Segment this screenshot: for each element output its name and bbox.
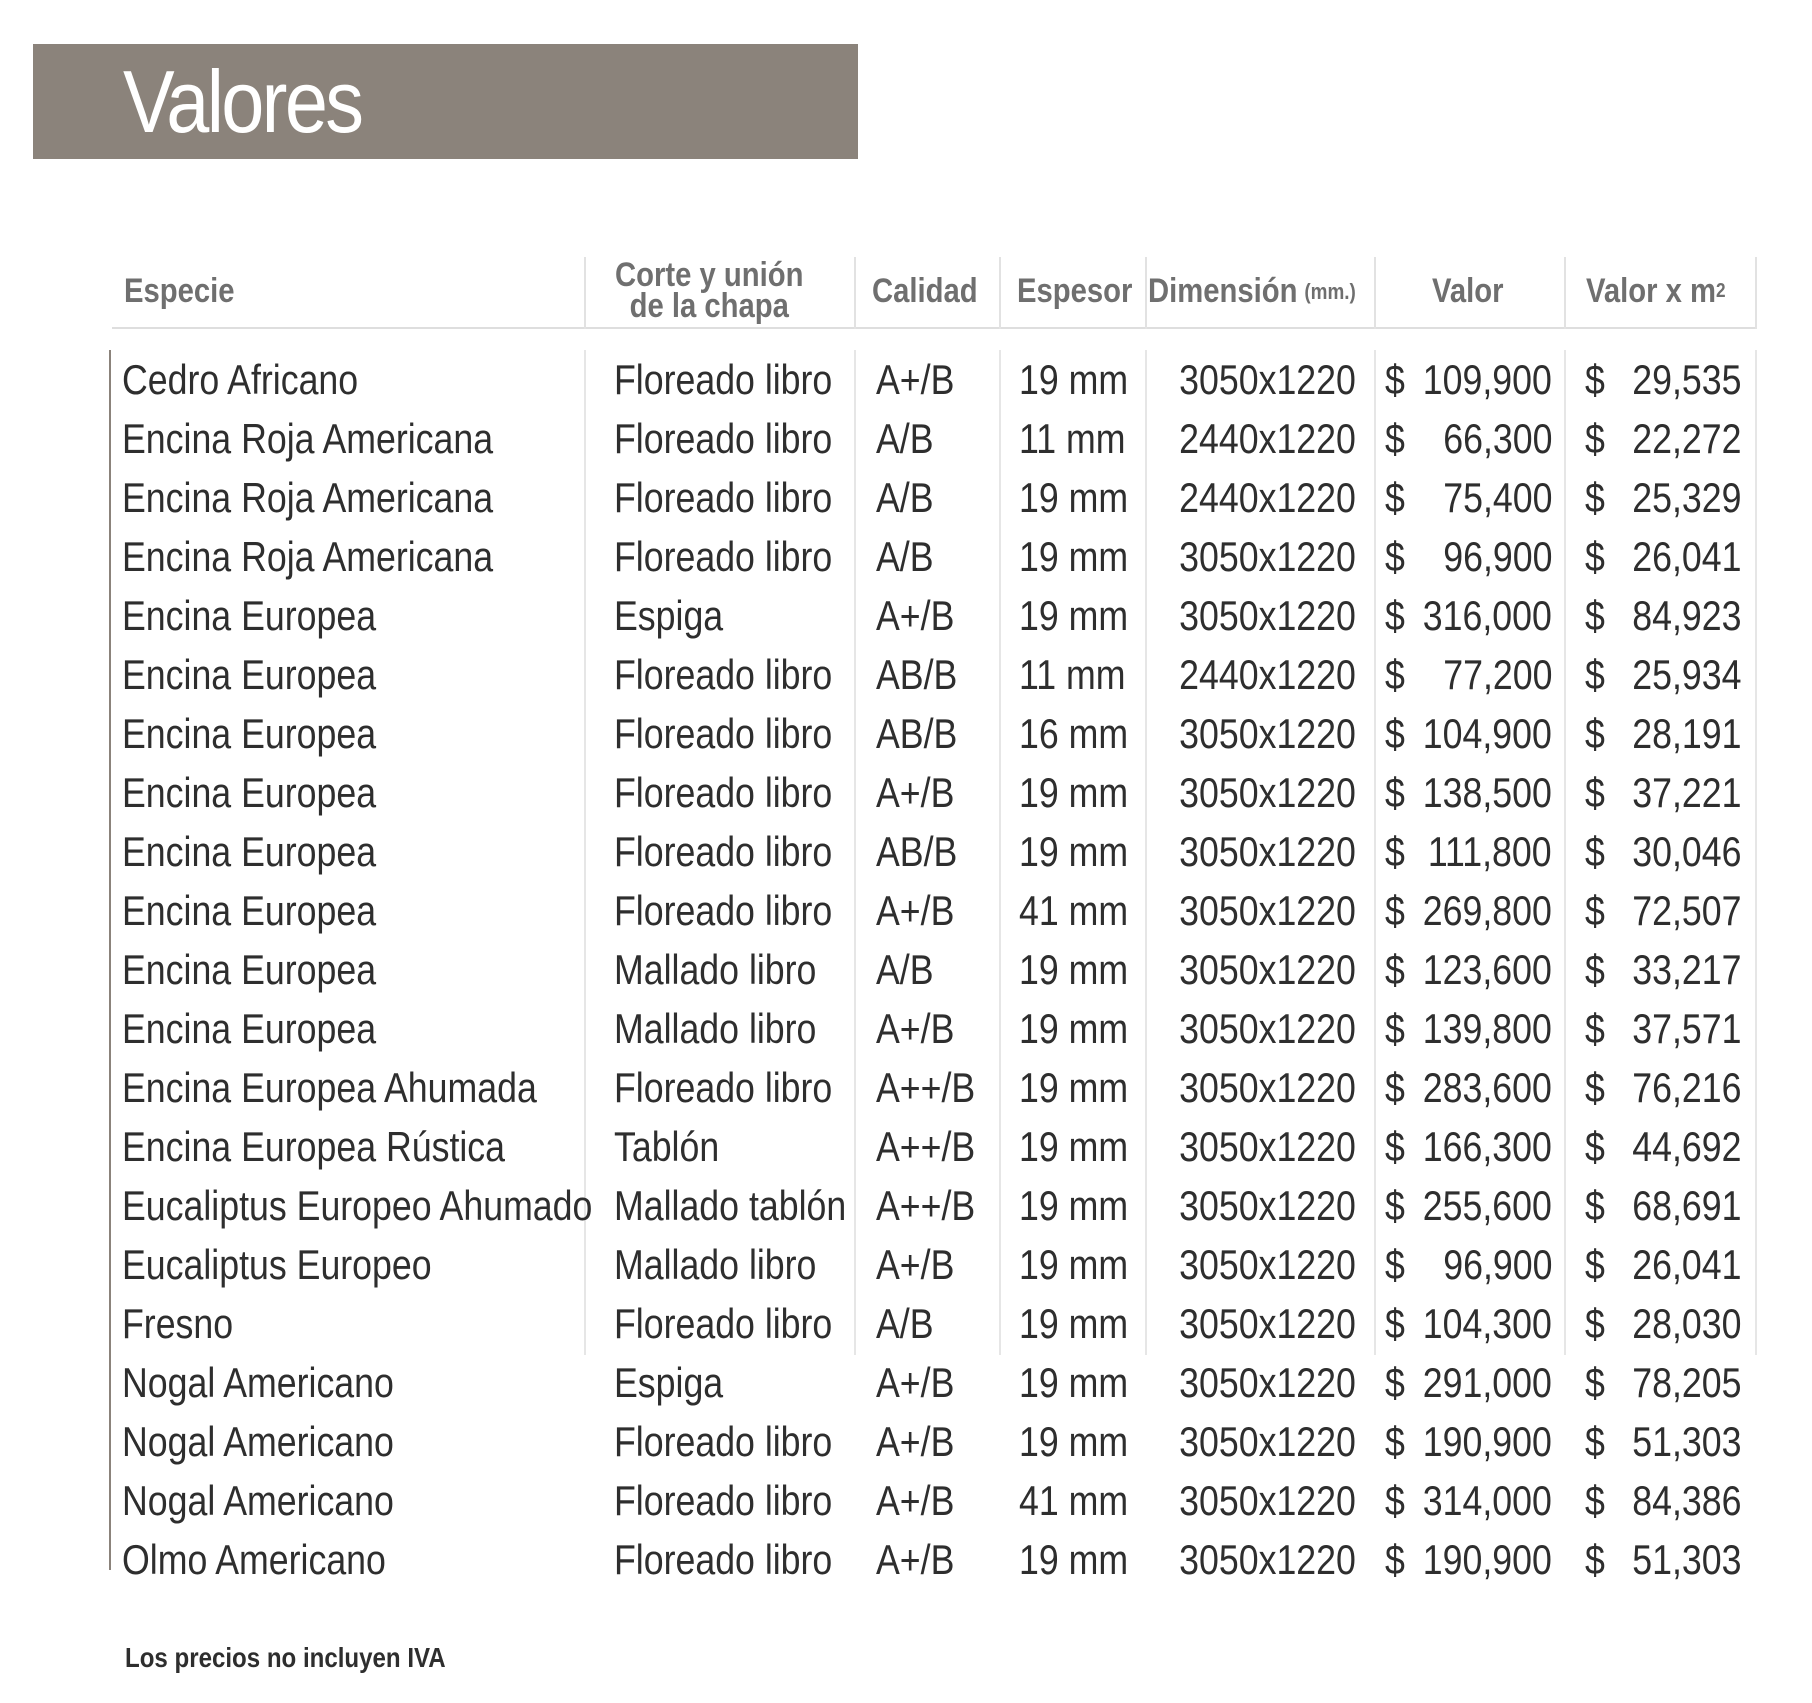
cell-espesor: 19 mm: [1019, 356, 1129, 403]
cell-espesor: 19 mm: [1019, 1418, 1129, 1465]
cell-valor: 138,500: [1422, 769, 1552, 816]
cell-especie: Encina Roja Americana: [122, 474, 494, 521]
cell-valor: 104,300: [1422, 1300, 1552, 1347]
cell-calidad: A+/B: [876, 1241, 955, 1288]
cell-dimension: 3050x1220: [1179, 1477, 1356, 1524]
cell-valor-currency: $: [1385, 1477, 1405, 1524]
header-separator: [854, 257, 856, 329]
header-separator: [1374, 257, 1376, 329]
header-dimension-unit: (mm.): [1304, 278, 1356, 304]
cell-dimension: 3050x1220: [1179, 887, 1356, 934]
cell-valor: 77,200: [1442, 651, 1552, 698]
cell-valor-currency: $: [1385, 887, 1405, 934]
cell-corte: Tablón: [614, 1123, 720, 1170]
table-row: [112, 1058, 1757, 1117]
cell-valor: 316,000: [1422, 592, 1552, 639]
header-calidad: Calidad: [872, 271, 978, 310]
cell-calidad: A+/B: [876, 1418, 955, 1465]
cell-dimension: 3050x1220: [1179, 710, 1356, 757]
cell-dimension: 3050x1220: [1179, 1300, 1356, 1347]
cell-valor-currency: $: [1385, 946, 1405, 993]
cell-m2: 51,303: [1631, 1418, 1741, 1465]
cell-calidad: A++/B: [876, 1123, 976, 1170]
cell-espesor: 19 mm: [1019, 1123, 1129, 1170]
cell-m2-currency: $: [1585, 1241, 1605, 1288]
cell-dimension: 3050x1220: [1179, 828, 1356, 875]
cell-espesor: 19 mm: [1019, 1536, 1129, 1583]
cell-valor-currency: $: [1385, 651, 1405, 698]
cell-calidad: A++/B: [876, 1064, 976, 1111]
cell-valor-currency: $: [1385, 710, 1405, 757]
cell-espesor: 16 mm: [1019, 710, 1129, 757]
cell-especie: Encina Europea: [122, 946, 377, 993]
left-rule: [109, 350, 111, 1570]
header-valor-m2: Valor x m 2: [1586, 271, 1726, 310]
cell-espesor: 41 mm: [1019, 887, 1129, 934]
cell-valor: 314,000: [1422, 1477, 1552, 1524]
cell-m2: 78,205: [1631, 1359, 1741, 1406]
cell-corte: Floreado libro: [614, 769, 833, 816]
cell-m2-currency: $: [1585, 533, 1605, 580]
cell-espesor: 11 mm: [1019, 651, 1126, 698]
cell-corte: Floreado libro: [614, 415, 833, 462]
cell-calidad: A/B: [876, 1300, 934, 1347]
cell-espesor: 19 mm: [1019, 533, 1129, 580]
cell-especie: Eucaliptus Europeo: [122, 1241, 432, 1288]
header-corte: [615, 255, 803, 327]
cell-valor: 123,600: [1422, 946, 1552, 993]
cell-m2: 26,041: [1631, 1241, 1741, 1288]
cell-valor-currency: $: [1385, 474, 1405, 521]
header-dimension: [1148, 255, 1356, 327]
table-row: [112, 1412, 1757, 1471]
cell-corte: Floreado libro: [614, 887, 833, 934]
cell-m2: 28,030: [1631, 1300, 1741, 1347]
cell-m2-currency: $: [1585, 1005, 1605, 1052]
cell-dimension: 3050x1220: [1179, 592, 1356, 639]
cell-especie: Eucaliptus Europeo Ahumado: [122, 1182, 593, 1229]
table-row: [112, 940, 1757, 999]
cell-m2: 76,216: [1631, 1064, 1741, 1111]
cell-corte: Mallado tablón: [614, 1182, 847, 1229]
header-corte-line2: de la chapa: [629, 287, 789, 325]
cell-valor: 291,000: [1422, 1359, 1552, 1406]
cell-m2: 22,272: [1631, 415, 1741, 462]
cell-m2-currency: $: [1585, 1536, 1605, 1583]
table-body: [112, 350, 1757, 1589]
cell-calidad: A++/B: [876, 1182, 976, 1229]
cell-calidad: A/B: [876, 533, 934, 580]
cell-calidad: AB/B: [876, 828, 958, 875]
cell-calidad: A/B: [876, 474, 934, 521]
cell-dimension: 3050x1220: [1179, 356, 1356, 403]
cell-calidad: A+/B: [876, 1005, 955, 1052]
cell-valor-currency: $: [1385, 1064, 1405, 1111]
cell-corte: Espiga: [614, 592, 724, 639]
table-row: [112, 1294, 1757, 1353]
header-separator: [584, 257, 586, 329]
cell-dimension: 3050x1220: [1179, 1182, 1356, 1229]
cell-m2-currency: $: [1585, 887, 1605, 934]
table-row: [112, 468, 1757, 527]
cell-valor: 75,400: [1442, 474, 1552, 521]
table-row: [112, 704, 1757, 763]
cell-dimension: 3050x1220: [1179, 946, 1356, 993]
cell-m2-currency: $: [1585, 710, 1605, 757]
cell-dimension: 3050x1220: [1179, 1241, 1356, 1288]
cell-dimension: 2440x1220: [1179, 651, 1356, 698]
cell-espesor: 19 mm: [1019, 1182, 1129, 1229]
cell-valor-currency: $: [1385, 1359, 1405, 1406]
cell-espesor: 19 mm: [1019, 474, 1129, 521]
cell-valor: 255,600: [1422, 1182, 1552, 1229]
table-row: [112, 881, 1757, 940]
cell-valor-currency: $: [1385, 1182, 1405, 1229]
header-espesor: Espesor: [1017, 271, 1133, 310]
cell-m2: 68,691: [1631, 1182, 1741, 1229]
table-row: [112, 1176, 1757, 1235]
cell-m2: 37,221: [1631, 769, 1741, 816]
cell-calidad: A/B: [876, 415, 934, 462]
cell-m2: 37,571: [1631, 1005, 1741, 1052]
cell-m2-currency: $: [1585, 769, 1605, 816]
cell-valor-currency: $: [1385, 356, 1405, 403]
header-separator: [1145, 257, 1147, 329]
cell-espesor: 19 mm: [1019, 1064, 1129, 1111]
cell-dimension: 3050x1220: [1179, 533, 1356, 580]
cell-valor-currency: $: [1385, 533, 1405, 580]
cell-m2: 30,046: [1631, 828, 1741, 875]
cell-m2-currency: $: [1585, 651, 1605, 698]
cell-m2: 25,934: [1631, 651, 1741, 698]
cell-especie: Encina Europea: [122, 1005, 377, 1052]
cell-especie: Encina Europea: [122, 769, 377, 816]
cell-espesor: 19 mm: [1019, 1241, 1129, 1288]
cell-corte: Floreado libro: [614, 474, 833, 521]
cell-dimension: 3050x1220: [1179, 769, 1356, 816]
cell-dimension: 2440x1220: [1179, 415, 1356, 462]
cell-m2: 28,191: [1631, 710, 1741, 757]
cell-dimension: 3050x1220: [1179, 1359, 1356, 1406]
cell-corte: Floreado libro: [614, 828, 833, 875]
cell-especie: Nogal Americano: [122, 1359, 394, 1406]
cell-m2: 29,535: [1631, 356, 1741, 403]
cell-especie: Encina Europea Rústica: [122, 1123, 506, 1170]
header-dimension-label: Dimensión: [1148, 271, 1298, 310]
cell-valor-currency: $: [1385, 1418, 1405, 1465]
cell-m2-currency: $: [1585, 1418, 1605, 1465]
cell-m2-currency: $: [1585, 415, 1605, 462]
cell-dimension: 3050x1220: [1179, 1418, 1356, 1465]
cell-especie: Encina Europea: [122, 710, 377, 757]
cell-valor: 190,900: [1422, 1418, 1552, 1465]
cell-m2: 51,303: [1631, 1536, 1741, 1583]
cell-valor: 190,900: [1422, 1536, 1552, 1583]
cell-valor-currency: $: [1385, 1005, 1405, 1052]
table-row: [112, 1530, 1757, 1589]
cell-m2-currency: $: [1585, 1477, 1605, 1524]
cell-espesor: 19 mm: [1019, 1005, 1129, 1052]
cell-valor-currency: $: [1385, 769, 1405, 816]
table-row: [112, 1235, 1757, 1294]
cell-espesor: 19 mm: [1019, 828, 1129, 875]
cell-valor: 66,300: [1442, 415, 1552, 462]
cell-especie: Encina Europea: [122, 887, 377, 934]
cell-especie: Encina Europea: [122, 651, 377, 698]
cell-calidad: A+/B: [876, 887, 955, 934]
cell-espesor: 19 mm: [1019, 592, 1129, 639]
table-row: [112, 409, 1757, 468]
cell-especie: Nogal Americano: [122, 1418, 394, 1465]
table-row: [112, 1117, 1757, 1176]
cell-calidad: A+/B: [876, 769, 955, 816]
cell-corte: Floreado libro: [614, 1300, 833, 1347]
cell-dimension: 2440x1220: [1179, 474, 1356, 521]
cell-valor-currency: $: [1385, 1536, 1405, 1583]
cell-calidad: AB/B: [876, 651, 958, 698]
cell-valor-currency: $: [1385, 828, 1405, 875]
cell-m2: 84,386: [1631, 1477, 1741, 1524]
cell-m2: 72,507: [1631, 887, 1741, 934]
cell-especie: Encina Roja Americana: [122, 415, 494, 462]
cell-calidad: A+/B: [876, 1477, 955, 1524]
cell-calidad: A+/B: [876, 592, 955, 639]
cell-especie: Encina Europea: [122, 828, 377, 875]
cell-espesor: 11 mm: [1019, 415, 1126, 462]
cell-m2-currency: $: [1585, 1182, 1605, 1229]
cell-valor: 96,900: [1442, 533, 1552, 580]
header-valor-m2-label: Valor x m: [1586, 271, 1717, 310]
table-row: [112, 527, 1757, 586]
cell-corte: Mallado libro: [614, 1241, 817, 1288]
cell-valor: 104,900: [1422, 710, 1552, 757]
header-especie: Especie: [124, 271, 235, 310]
header-separator: [999, 257, 1001, 329]
cell-valor-currency: $: [1385, 1241, 1405, 1288]
cell-m2-currency: $: [1585, 356, 1605, 403]
cell-m2: 26,041: [1631, 533, 1741, 580]
cell-dimension: 3050x1220: [1179, 1064, 1356, 1111]
cell-dimension: 3050x1220: [1179, 1123, 1356, 1170]
cell-m2-currency: $: [1585, 592, 1605, 639]
cell-m2: 33,217: [1631, 946, 1741, 993]
title-banner: [33, 44, 858, 159]
cell-m2: 25,329: [1631, 474, 1741, 521]
cell-calidad: A+/B: [876, 1536, 955, 1583]
header-valor: Valor: [1432, 271, 1504, 310]
cell-corte: Mallado libro: [614, 946, 817, 993]
cell-m2-currency: $: [1585, 828, 1605, 875]
cell-especie: Olmo Americano: [122, 1536, 386, 1583]
cell-corte: Floreado libro: [614, 651, 833, 698]
cell-valor-currency: $: [1385, 592, 1405, 639]
header-separator: [1564, 257, 1566, 329]
table-row: [112, 586, 1757, 645]
cell-corte: Floreado libro: [614, 356, 833, 403]
cell-corte: Mallado libro: [614, 1005, 817, 1052]
table-row: [112, 1353, 1757, 1412]
cell-valor: 109,900: [1422, 356, 1552, 403]
cell-corte: Floreado libro: [614, 1418, 833, 1465]
cell-calidad: A/B: [876, 946, 934, 993]
cell-m2-currency: $: [1585, 1064, 1605, 1111]
cell-m2: 44,692: [1631, 1123, 1741, 1170]
cell-corte: Floreado libro: [614, 533, 833, 580]
cell-espesor: 19 mm: [1019, 1359, 1129, 1406]
header-separator: [1755, 257, 1757, 329]
table-header: [112, 255, 1757, 329]
price-table: [112, 255, 1757, 1583]
cell-especie: Encina Europea: [122, 592, 377, 639]
cell-m2-currency: $: [1585, 946, 1605, 993]
cell-especie: Fresno: [122, 1300, 234, 1347]
cell-espesor: 19 mm: [1019, 946, 1129, 993]
cell-calidad: A+/B: [876, 356, 955, 403]
cell-m2-currency: $: [1585, 1300, 1605, 1347]
cell-corte: Espiga: [614, 1359, 724, 1406]
cell-corte: Floreado libro: [614, 710, 833, 757]
cell-espesor: 41 mm: [1019, 1477, 1129, 1524]
cell-valor: 166,300: [1422, 1123, 1552, 1170]
cell-m2-currency: $: [1585, 1359, 1605, 1406]
cell-valor-currency: $: [1385, 1300, 1405, 1347]
cell-valor: 139,800: [1422, 1005, 1552, 1052]
cell-corte: Floreado libro: [614, 1064, 833, 1111]
cell-dimension: 3050x1220: [1179, 1536, 1356, 1583]
cell-dimension: 3050x1220: [1179, 1005, 1356, 1052]
page-title: Valores: [123, 52, 362, 151]
cell-especie: Encina Europea Ahumada: [122, 1064, 537, 1111]
cell-valor: 96,900: [1442, 1241, 1552, 1288]
cell-valor-currency: $: [1385, 1123, 1405, 1170]
footnote: Los precios no incluyen IVA: [125, 1642, 446, 1673]
cell-m2-currency: $: [1585, 1123, 1605, 1170]
cell-valor: 283,600: [1422, 1064, 1552, 1111]
cell-corte: Floreado libro: [614, 1477, 833, 1524]
cell-calidad: AB/B: [876, 710, 958, 757]
cell-m2-currency: $: [1585, 474, 1605, 521]
cell-corte: Floreado libro: [614, 1536, 833, 1583]
cell-valor: 269,800: [1422, 887, 1552, 934]
cell-m2: 84,923: [1631, 592, 1741, 639]
table-row: [112, 822, 1757, 881]
table-row: [112, 763, 1757, 822]
table-row: [112, 999, 1757, 1058]
table-row: [112, 1471, 1757, 1530]
header-corte-line1: Corte y unión: [615, 256, 804, 294]
cell-calidad: A+/B: [876, 1359, 955, 1406]
table-row: [112, 645, 1757, 704]
cell-especie: Cedro Africano: [122, 356, 359, 403]
cell-espesor: 19 mm: [1019, 769, 1129, 816]
cell-valor-currency: $: [1385, 415, 1405, 462]
cell-especie: Nogal Americano: [122, 1477, 394, 1524]
cell-especie: Encina Roja Americana: [122, 533, 494, 580]
cell-espesor: 19 mm: [1019, 1300, 1129, 1347]
cell-valor: 111,800: [1428, 828, 1552, 875]
table-row: [112, 350, 1757, 409]
